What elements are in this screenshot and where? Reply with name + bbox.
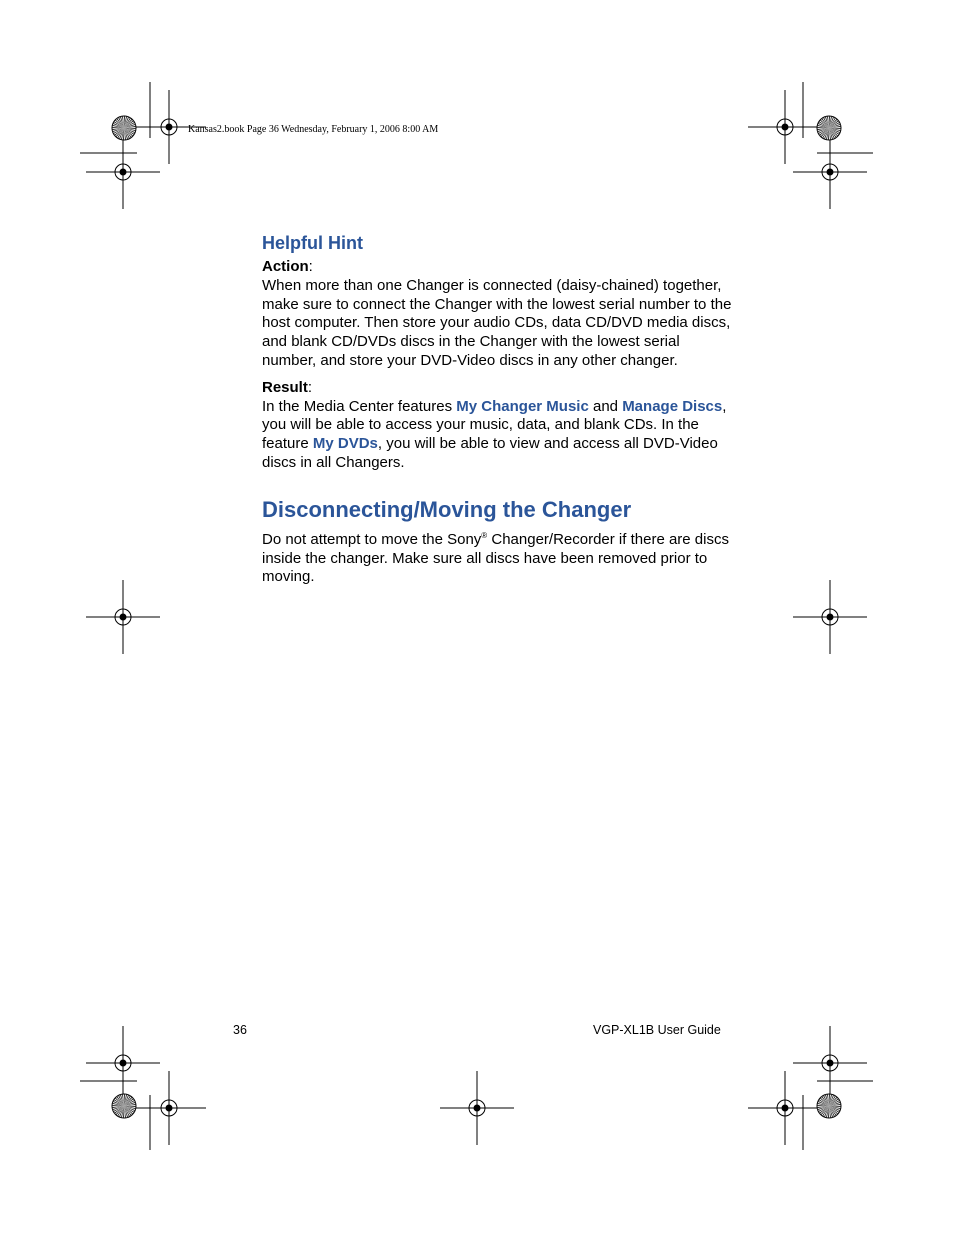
star-target-icon <box>817 116 841 140</box>
registered-mark: ® <box>481 530 488 540</box>
result-block <box>262 379 732 473</box>
action-label: Action <box>262 258 309 275</box>
registration-mark-icon <box>793 135 867 209</box>
action-block <box>262 258 732 371</box>
page-number: 36 <box>233 1023 247 1037</box>
registration-mark-icon <box>793 1026 867 1100</box>
registration-mark-icon <box>440 1071 514 1145</box>
registration-mark-icon <box>86 135 160 209</box>
result-text-2: and <box>588 397 623 415</box>
registration-mark-icon <box>86 1026 160 1100</box>
page-content <box>262 231 732 587</box>
section-text <box>262 531 732 587</box>
action-text: When more than one Changer is connected (daisy-chained) together, make sure to connect the Changer with the lowest serial number to the host computer. Then store your audio CDs, data CD/DVD media discs, and blank CD/DVDs discs in the Changer with the lowest serial number, and store your DVD-Video discs in any other changer. <box>262 276 732 369</box>
guide-title: VGP-XL1B User Guide <box>593 1023 721 1037</box>
section-heading: Disconnecting/Moving the Changer <box>262 496 632 522</box>
my-changer-music-link[interactable]: My Changer Music <box>456 397 589 415</box>
registration-mark-icon <box>86 580 160 654</box>
star-target-icon <box>817 1094 841 1118</box>
result-label: Result <box>262 378 308 396</box>
print-slug: Kansas2.book Page 36 Wednesday, February 1, 2006 8:00 AM <box>188 124 439 135</box>
helpful-hint-heading: Helpful Hint <box>262 233 363 253</box>
section-text-2: Changer/Recorder if there are discs inside the changer. Make sure all discs have been removed prior to moving. <box>262 530 729 586</box>
manage-discs-link[interactable]: Manage Discs <box>622 397 723 415</box>
my-dvds-link[interactable]: My DVDs <box>312 435 378 453</box>
result-text-4: , you will be able to view and access all DVD-Video discs in all Changers. <box>262 435 718 471</box>
result-text <box>262 398 732 473</box>
registration-mark-icon <box>793 580 867 654</box>
section-text-1: Do not attempt to move the Sony <box>262 530 482 548</box>
registration-mark-icon <box>748 1071 822 1145</box>
result-text-3: , you will be able to access your music, data, and blank CDs. In the feature <box>262 397 727 453</box>
registration-mark-icon <box>132 1071 206 1145</box>
result-text-1: In the Media Center features <box>262 397 457 415</box>
action-colon: : <box>308 258 313 275</box>
star-target-icon <box>112 1094 136 1118</box>
result-colon: : <box>307 378 313 396</box>
star-target-icon <box>112 116 136 140</box>
registration-mark-icon <box>748 90 822 164</box>
